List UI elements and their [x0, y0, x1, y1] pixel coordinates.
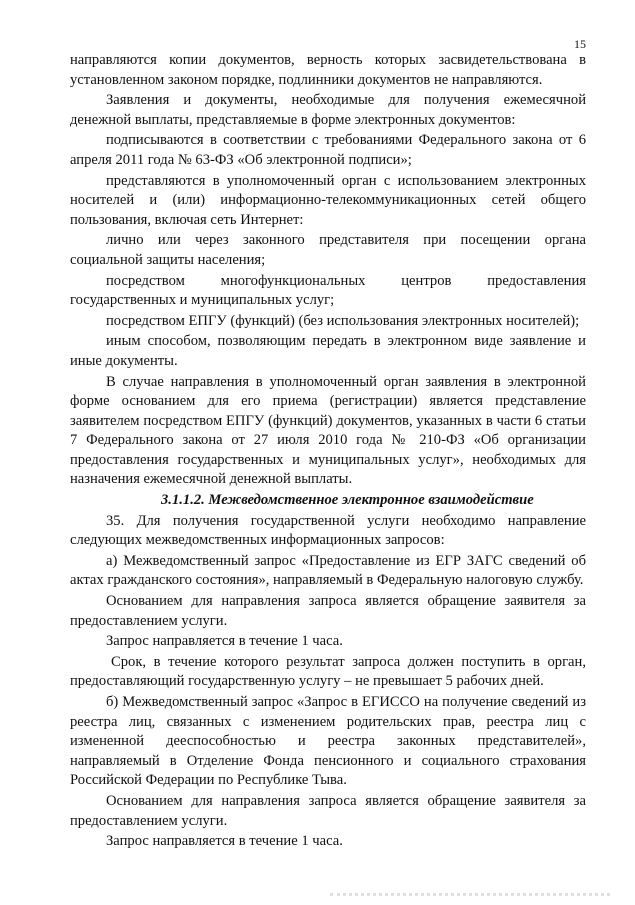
paragraph: а) Межведомственный запрос «Предоставление из ЕГР ЗАГС сведений об актах гражданского состояния», направляемый в Федеральную налоговую службу.	[70, 552, 586, 589]
paragraph: В случае направления в уполномоченный орган заявления в электронной форме основанием для его приема (регистрации) является представление заявителем посредством ЕПГУ (функций) документов, указанных в части 6 статьи 7 Федерального закона от 27 июля 2010 года № 210-ФЗ «Об организации предоставления государственных и муниципальных услуг», необходимых для назначения ежемесячной денежной выплаты.	[70, 373, 586, 488]
document-body	[70, 51, 586, 853]
paragraph: Основанием для направления запроса является обращение заявителя за предоставлением услуги.	[70, 792, 586, 829]
paragraph: направляются копии документов, верность которых засвидетельствована в установленном законом порядке, подлинники документов не направляются.	[70, 52, 586, 88]
paragraph: Заявления и документы, необходимые для получения ежемесячной денежной выплаты, представляемые в форме электронных документов:	[70, 92, 586, 128]
paragraph: представляются в уполномоченный орган с использованием электронных носителей и (или) информационно-телекоммуникационных сетей общего пользования, включая сеть Интернет:	[70, 172, 586, 228]
paragraph: Основанием для направления запроса является обращение заявителя за предоставлением услуги.	[70, 593, 586, 629]
paragraph: Запрос направляется в течение 1 часа.	[106, 833, 343, 850]
paragraph: подписываются в соответствии с требованиями Федерального закона от 6 апреля 2011 года № 63-ФЗ «Об электронной подписи»;	[70, 132, 586, 168]
paragraph: Запрос направляется в течение 1 часа.	[106, 633, 343, 650]
paragraph: лично или через законного представителя при посещении органа социальной защиты населения;	[70, 232, 586, 268]
paragraph: 35. Для получения государственной услуги необходимо направление следующих межведомственных информационных запросов:	[70, 512, 586, 549]
paragraph: б) Межведомственный запрос «Запрос в ЕГИССО на получение сведений из реестра лиц, связанных с изменением родительских прав, реестра лиц с измененной дееспособностью и реестра законных представителей», направляемый в Отделение Фонда пенсионного и социального страхования Российской Федерации по Республике Тыва.	[70, 694, 586, 789]
section-heading: 3.1.1.2. Межведомственное электронное взаимодействие	[161, 492, 534, 509]
paragraph: посредством ЕПГУ (функций) (без использования электронных носителей);	[106, 312, 580, 329]
page-number: 15	[574, 37, 586, 51]
paragraph: иным способом, позволяющим передать в электронном виде заявление и иные документы.	[70, 333, 586, 369]
paragraph: Срок, в течение которого результат запроса должен поступить в орган, предоставляющий государственную услугу – не превышает 5 рабочих дней.	[70, 653, 586, 690]
paragraph: посредством многофункциональных центров предоставления государственных и муниципальных услуг;	[70, 272, 586, 309]
scan-artifact	[330, 893, 610, 901]
